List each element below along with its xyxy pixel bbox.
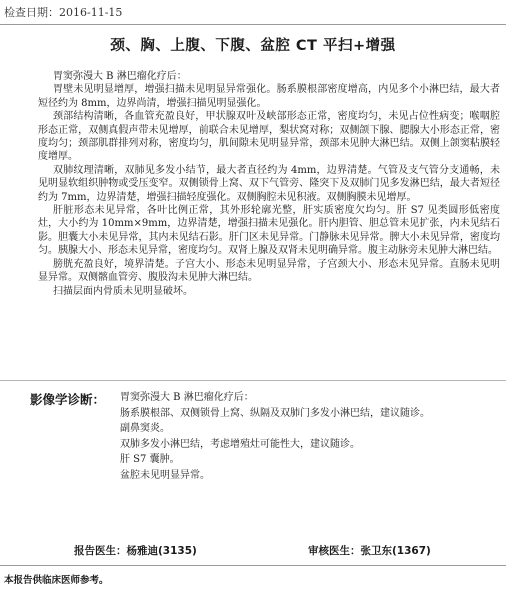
findings-lead: 胃窦弥漫大 B 淋巴瘤化疗后： xyxy=(53,71,187,82)
diagnosis-section xyxy=(120,390,500,484)
diagnosis-label: 影像学诊断： xyxy=(30,392,106,407)
diagnosis-line: 胃窦弥漫大 B 淋巴瘤化疗后： xyxy=(120,392,254,403)
findings-paragraph-neck: 颈部结构清晰，各血管充盈良好，甲状腺双叶及峡部形态正常，密度均匀，未见占位性病变；喉咽腔形态正常，双侧真假声带未见增厚，前联合未见增厚，梨状窝对称；双侧颌下腺、腮腺大小形态正常，密度均匀；颈部肌群排列对称，密度均匀，肌间隙未见明显异常，颈部未见肿大淋巴结。双侧上颌窦粘膜轻度增厚。 xyxy=(38,111,500,163)
diagnosis-line: 肠系膜根部、双侧锁骨上窝、纵隔及双肺门多发小淋巴结，建议随诊。 xyxy=(120,407,430,419)
diagnosis-line: 肝 S7 囊肿。 xyxy=(120,454,180,466)
section-divider xyxy=(0,380,506,381)
findings-paragraph-abdomen: 肝脏形态未见异常，各叶比例正常，其外形轮廓光整，肝实质密度欠均匀。肝 S7 见类圆形低密度灶，大小约为 10mm×9mm，边界清楚，增强扫描未见强化。肝内胆管、胆总管未见扩张，内未见结石影。胆囊大小未见异常，其内未见结石影。肝门区未见异常。门静脉未见异常。脾大小未见异常，密度均匀。胰腺大小、形态未见异常，密度均匀。双肾上腺及双肾未见明确异常。腹主动脉旁未见肿大淋巴结。 xyxy=(38,205,500,257)
report-title: 颈、胸、上腹、下腹、盆腔 CT 平扫+增强 xyxy=(110,38,396,54)
review-doctor: 审核医生：张卫东(1367) xyxy=(308,545,431,557)
diagnosis-line: 盆腔未见明显异常。 xyxy=(120,469,210,481)
diagnosis-line: 副鼻窦炎。 xyxy=(120,423,170,435)
findings-paragraph-bone: 扫描层面内骨质未见明显破坏。 xyxy=(53,285,193,297)
footer-note: 本报告供临床医师参考。 xyxy=(4,575,109,586)
findings-paragraph-pelvis: 膀胱充盈良好，境界清楚。子宫大小、形态未见明显异常，子宫颈大小、形态未见异常。直肠未见明显异常。双侧髂血管旁、腹股沟未见肿大淋巴结。 xyxy=(38,258,500,284)
findings-paragraph-stomach: 胃壁未见明显增厚，增强扫描未见明显异常强化。肠系膜根部密度增高，内见多个小淋巴结，最大者短径约为 8mm，边界尚清，增强扫描见明显强化。 xyxy=(38,84,500,109)
diagnosis-line: 双肺多发小淋巴结，考虑增殖灶可能性大，建议随诊。 xyxy=(120,438,360,450)
exam-date: 检查日期：2016-11-15 xyxy=(4,6,123,19)
findings-paragraph-chest: 双肺纹理清晰，双肺见多发小结节，最大者直径约为 4mm，边界清楚。气管及支气管分支通畅，未见明显软组织肿物或受压变窄。双侧锁骨上窝、双下气管旁、隆突下及双肺门见多发淋巴结，最大者短径约为 7mm，边界清楚，增强扫描轻度强化。双侧胸腔未见积液。双侧胸膜未见增厚。 xyxy=(38,164,500,203)
findings-section xyxy=(38,70,500,298)
bottom-divider xyxy=(0,565,506,566)
top-divider xyxy=(0,24,506,25)
report-doctor: 报告医生：杨雅迪(3135) xyxy=(74,545,197,557)
